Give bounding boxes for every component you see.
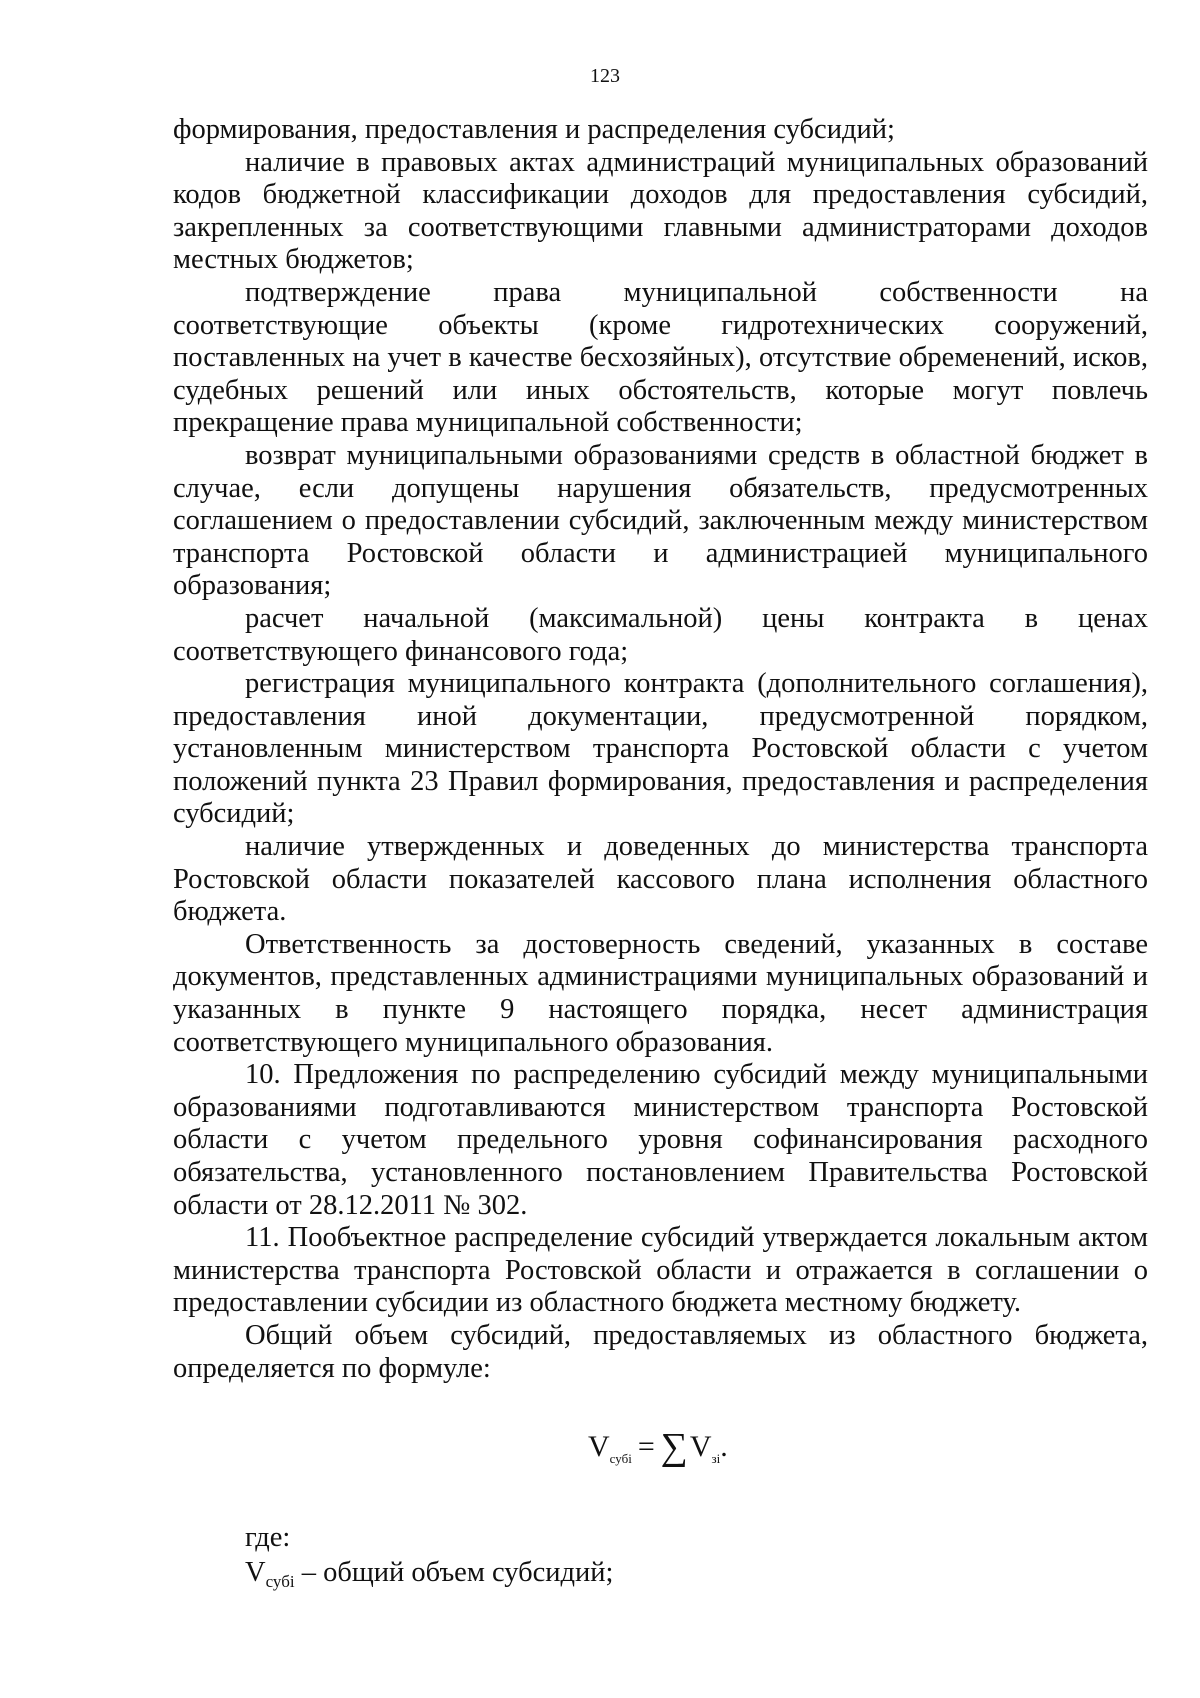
document-body — [173, 114, 1148, 1385]
formula-lhs-subscript: субi — [609, 1451, 632, 1466]
formula-rhs-subscript: зi — [711, 1451, 721, 1466]
formula-rhs-symbol: V — [689, 1430, 712, 1463]
definition-text: – общий объем субсидий; — [294, 1557, 614, 1588]
paragraph: 11. Пообъектное распределение субсидий утверждается локальным актом министерства транспорта Ростовской области и отражается в соглашении о предоставлении субсидии из областного бюджета местному бюджету. — [173, 1222, 1148, 1319]
formula-sum-symbol: ∑ — [660, 1426, 688, 1468]
page-number: 123 — [590, 65, 620, 87]
where-label: где: — [245, 1522, 291, 1553]
paragraph: Общий объем субсидий, предоставляемых из областного бюджета, определяется по формуле: — [173, 1319, 1148, 1384]
formula-terminator: . — [720, 1430, 728, 1463]
paragraph: возврат муниципальными образованиями средств в областной бюджет в случае, если допущены нарушения обязательств, предусмотренных соглашением о предоставлении субсидий, заключенным между министерством транспорта Ростовской области и администрацией муниципального образования; — [173, 439, 1148, 602]
paragraph: расчет начальной (максимальной) цены контракта в ценах соответствующего финансового года; — [173, 602, 1148, 667]
formula-equals: = — [637, 1430, 655, 1463]
paragraph: наличие утвержденных и доведенных до министерства транспорта Ростовской области показателей кассового плана исполнения областного бюджета. — [173, 831, 1148, 928]
formula-lhs-symbol: V — [588, 1430, 610, 1463]
paragraph: наличие в правовых актах администраций муниципальных образований кодов бюджетной классификации доходов для предоставления субсидий, закрепленных за соответствующими главными администраторами доходов местных бюджетов; — [173, 146, 1148, 276]
paragraph: регистрация муниципального контракта (дополнительного соглашения), предоставления иной документации, предусмотренной порядком, установленным министерством транспорта Ростовской области с учетом положений пункта 23 Правил формирования, предоставления и распределения субсидий; — [173, 668, 1148, 830]
paragraph: формирования, предоставления и распределения субсидий; — [173, 114, 895, 145]
paragraph: подтверждение права муниципальной собственности на соответствующие объекты (кроме гидротехнических сооружений, поставленных на учет в качестве бесхозяйных), отсутствие обременений, исков, судебных решений или иных обстоятельств, которые могут повлечь прекращение права муниципальной собственности; — [173, 276, 1148, 439]
definition-symbol: V — [245, 1557, 266, 1588]
definition-subscript: субi — [265, 1572, 295, 1591]
paragraph: 10. Предложения по распределению субсидий между муниципальными образованиями подготавливаются министерством транспорта Ростовской области с учетом предельного уровня софинансирования расходного обязательства, установленного постановлением Правительства Ростовской области от 28.12.2011 № 302. — [173, 1059, 1148, 1221]
paragraph: Ответственность за достоверность сведений, указанных в составе документов, представленных администрациями муниципальных образований и указанных в пункте 9 настоящего порядка, несет администрация соответствующего муниципального образования. — [173, 928, 1148, 1058]
formula-block — [0, 1424, 1200, 1488]
subsidy-formula — [588, 1424, 728, 1472]
variable-definition — [245, 1557, 613, 1593]
